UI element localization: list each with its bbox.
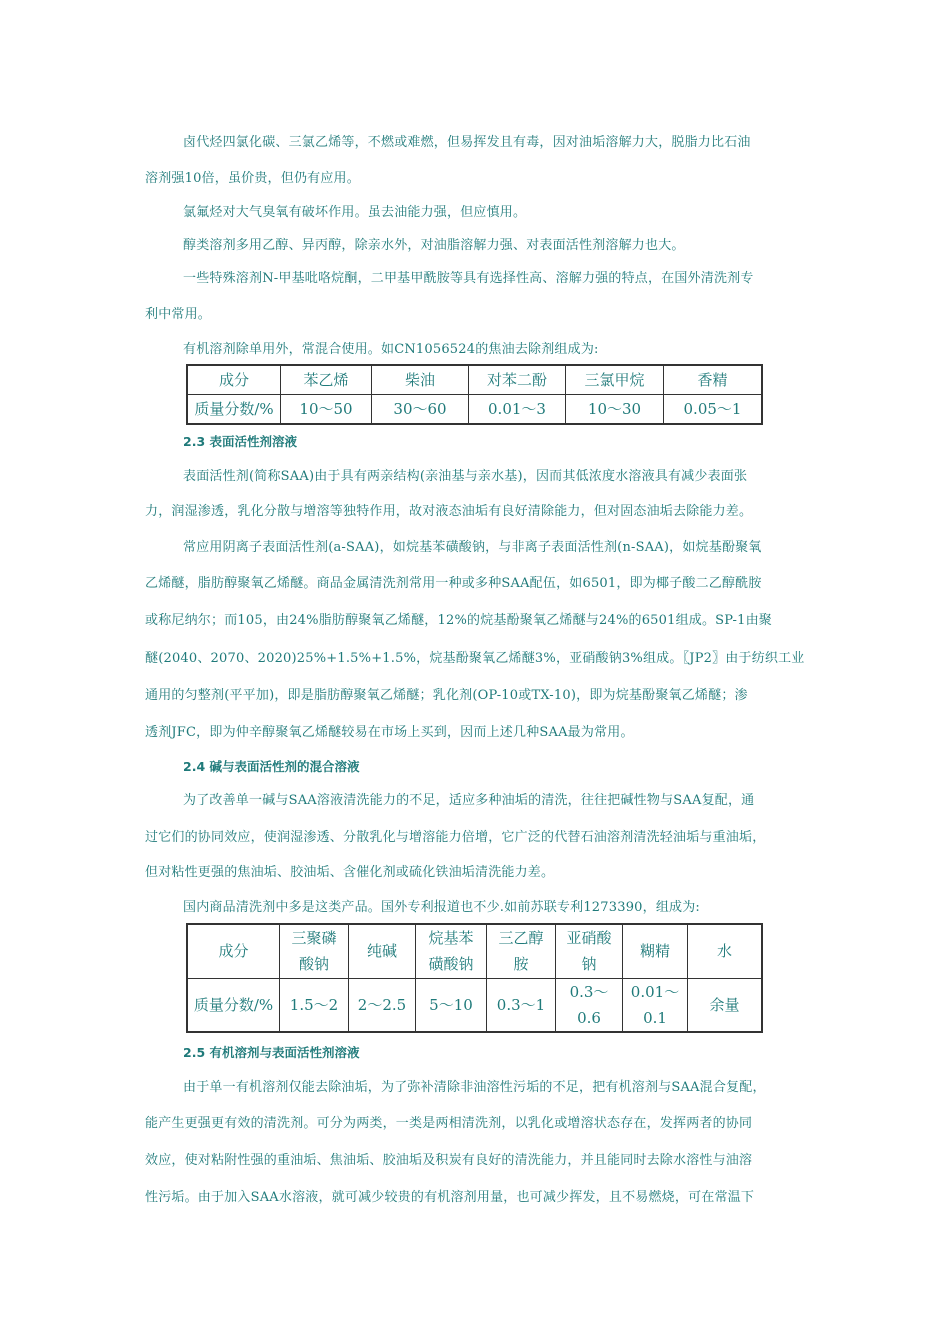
table-cell: 烷基苯 磺酸钠 <box>416 924 487 978</box>
text-line: 通用的匀整剂(平平加)，即是脂肪醇聚氧乙烯醚；乳化剂(OP-10或TX-10)，即为烷基酚聚氧乙烯醚；渗 <box>145 688 748 703</box>
text-line: 或称尼纳尔；而105，由24%脂肪醇聚氧乙烯醚，12%的烷基酚聚氧乙烯醚与24%的6501组成。SP-1由聚 <box>145 613 772 628</box>
table-cell: 对苯二酚 <box>469 365 566 395</box>
table-cell: 糊精 <box>623 924 688 978</box>
text-line: 表面活性剂(简称SAA)由于具有两亲结构(亲油基与亲水基)，因而其低浓度水溶液具有减少表面张 <box>183 469 748 484</box>
text-line: 一些特殊溶剂N-甲基吡咯烷酮，二甲基甲酰胺等具有选择性高、溶解力强的特点，在国外清洗剂专 <box>183 271 754 286</box>
text-line: 效应，使对粘附性强的重油垢、焦油垢、胶油垢及积炭有良好的清洗能力，并且能同时去除水溶性与油溶 <box>145 1153 753 1168</box>
text-line: 乙烯醚，脂肪醇聚氧乙烯醚。商品金属清洗剂常用一种或多种SAA配伍，如6501，即为椰子酸二乙醇酰胺 <box>145 576 762 591</box>
table-row <box>187 978 762 1032</box>
text-line: 醇类溶剂多用乙醇、异丙醇，除亲水外，对油脂溶解力强、对表面活性剂溶解力也大。 <box>183 238 685 253</box>
table-cell: 0.3～1 <box>487 978 556 1032</box>
table-cell: 苯乙烯 <box>281 365 372 395</box>
table-cell: 10～50 <box>281 395 372 425</box>
table-cell: 水 <box>688 924 763 978</box>
section-heading: 2.3 表面活性剂溶液 <box>183 434 297 449</box>
text-line: 但对粘性更强的焦油垢、胶油垢、含催化剂或硫化铁油垢清洗能力差。 <box>145 865 555 880</box>
table-row <box>187 395 762 425</box>
table-cell: 5～10 <box>416 978 487 1032</box>
table-cell: 1.5～2 <box>280 978 349 1032</box>
text-line: 醚(2040、2070、2020)25%+1.5%+1.5%，烷基酚聚氧乙烯醚3%，亚硝酸钠3%组成。〖JP2〗由于纺织工业 <box>145 651 805 666</box>
text-line: 卤代烃四氯化碳、三氯乙烯等，不燃或难燃，但易挥发且有毒，因对油垢溶解力大，脱脂力比石油 <box>183 135 751 150</box>
table-cell: 30～60 <box>372 395 469 425</box>
table-cell: 质量分数/% <box>187 395 281 425</box>
text-line: 由于单一有机溶剂仅能去除油垢，为了弥补清除非油溶性污垢的不足，把有机溶剂与SAA混合复配， <box>183 1080 766 1095</box>
text-line: 性污垢。由于加入SAA水溶液，就可减少较贵的有机溶剂用量，也可减少挥发，且不易燃烧，可在常温下 <box>145 1190 755 1205</box>
table-cell: 三乙醇 胺 <box>487 924 556 978</box>
table-cell: 质量分数/% <box>187 978 280 1032</box>
composition-table-2 <box>186 923 763 1033</box>
text-line: 利中常用。 <box>145 307 212 322</box>
table-row <box>187 365 762 395</box>
table-cell: 成分 <box>187 924 280 978</box>
text-line: 溶剂强10倍，虽价贵，但仍有应用。 <box>145 171 360 186</box>
text-line: 过它们的协同效应，使润湿渗透、分散乳化与增溶能力倍增，它广泛的代替石油溶剂清洗轻油垢与重油垢， <box>145 830 766 845</box>
table-cell: 2～2.5 <box>349 978 416 1032</box>
table-cell: 亚硝酸 钠 <box>556 924 623 978</box>
text-line: 国内商品清洗剂中多是这类产品。国外专利报道也不少.如前苏联专利1273390，组成为: <box>183 900 701 915</box>
text-line: 能产生更强更有效的清洗剂。可分为两类，一类是两相清洗剂，以乳化或增溶状态存在，发挥两者的协同 <box>145 1116 753 1131</box>
section-heading: 2.5 有机溶剂与表面活性剂溶液 <box>183 1045 360 1060</box>
table-cell: 余量 <box>688 978 763 1032</box>
text-line: 常应用阴离子表面活性剂(a-SAA)，如烷基苯磺酸钠，与非离子表面活性剂(n-SAA)，如烷基酚聚氧 <box>183 540 762 555</box>
table-cell: 柴油 <box>372 365 469 395</box>
text-line: 有机溶剂除单用外，常混合使用。如CN1056524的焦油去除剂组成为: <box>183 342 599 357</box>
table-cell: 10～30 <box>566 395 664 425</box>
table-cell: 0.01～ 0.1 <box>623 978 688 1032</box>
text-line: 透剂JFC，即为仲辛醇聚氧乙烯醚较易在市场上买到，因而上述几种SAA最为常用。 <box>145 725 634 740</box>
text-line: 氯氟烃对大气臭氧有破坏作用。虽去油能力强，但应慎用。 <box>183 205 527 220</box>
table-cell: 三聚磷 酸钠 <box>280 924 349 978</box>
table-cell: 三氯甲烷 <box>566 365 664 395</box>
table-cell: 成分 <box>187 365 281 395</box>
text-line: 为了改善单一碱与SAA溶液清洗能力的不足，适应多种油垢的清洗，往往把碱性物与SAA复配，通 <box>183 793 755 808</box>
table-cell: 0.3～ 0.6 <box>556 978 623 1032</box>
text-line: 力，润湿渗透，乳化分散与增溶等独特作用，故对液态油垢有良好清除能力，但对固态油垢去除能力差。 <box>145 504 753 519</box>
table-cell: 0.05～1 <box>664 395 763 425</box>
table-cell: 0.01～3 <box>469 395 566 425</box>
section-heading: 2.4 碱与表面活性剂的混合溶液 <box>183 759 360 774</box>
composition-table-1 <box>186 364 763 425</box>
table-cell: 纯碱 <box>349 924 416 978</box>
table-cell: 香精 <box>664 365 763 395</box>
table-row <box>187 924 762 978</box>
